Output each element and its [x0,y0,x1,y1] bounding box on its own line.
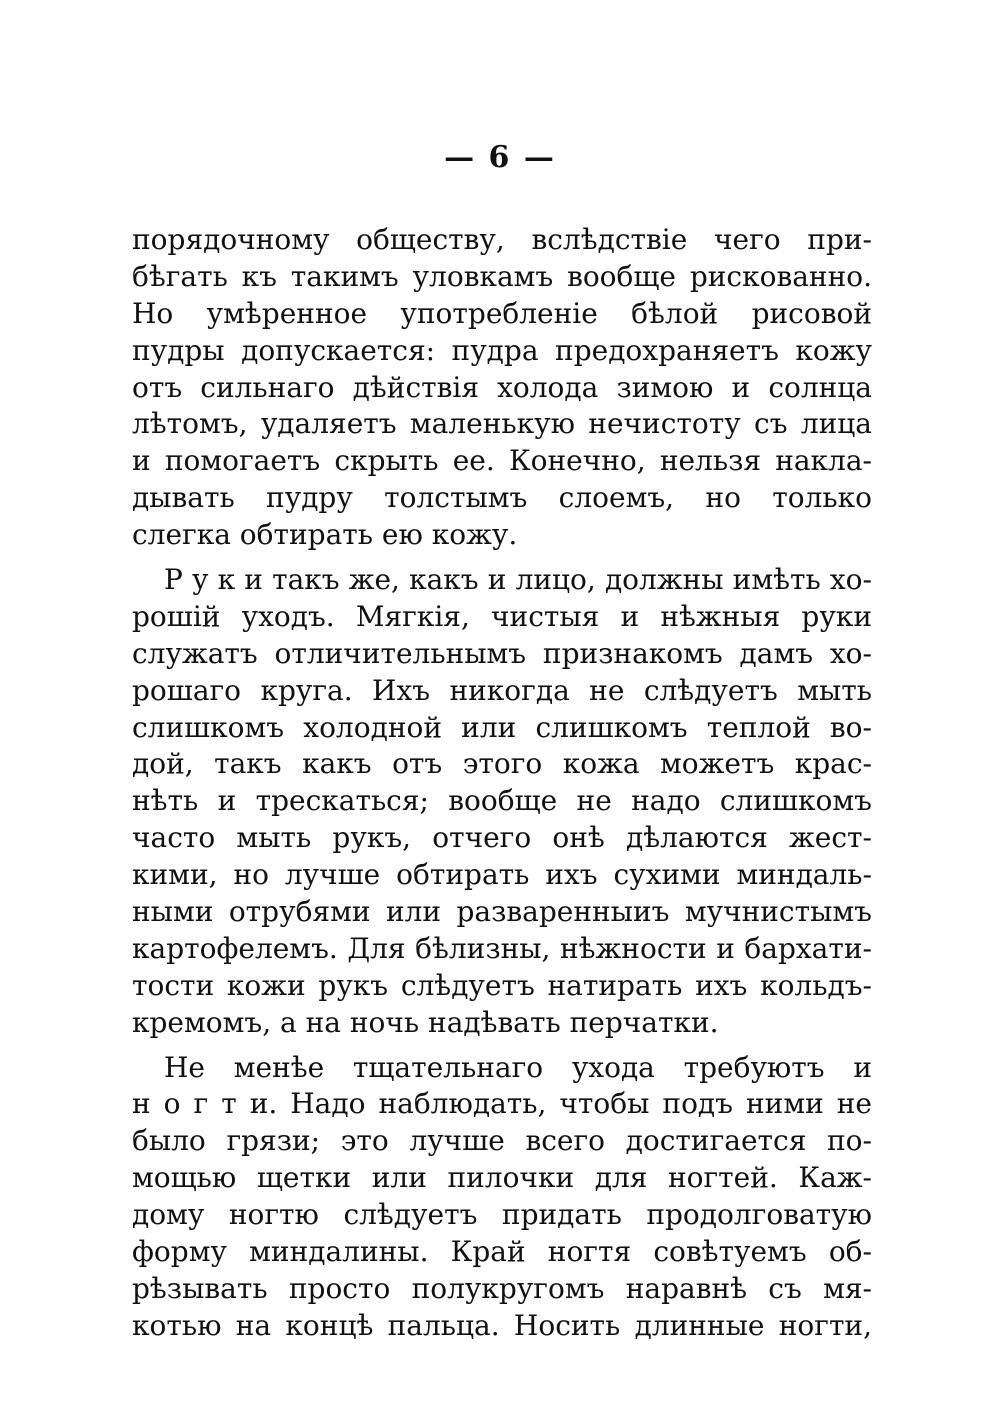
text-line: было грязи; это лучше всего достигается по- [132,1124,872,1158]
page-number: — 6 — [444,140,556,175]
text-line: Р у к и такъ же, какъ и лицо, должны имѣть хо- [164,563,872,597]
paragraph [132,562,872,1042]
text-line: часто мыть рукъ, отчего онѣ дѣлаются жест- [132,821,872,855]
text-line: порядочному обществу, вслѣдствіе чего при- [132,223,872,256]
text-line: ными отрубями или разваренныиъ мучнистымъ [132,895,872,929]
text-line: Но умѣренное употребленіе бѣлой рисовой [132,296,872,330]
text-line: отъ сильнаго дѣйствія холода зимою и солнца [132,370,872,404]
body-text [132,222,872,1345]
text-line: рошаго круга. Ихъ никогда не слѣдуетъ мыть [132,673,872,707]
paragraph [132,222,872,554]
text-line: лѣтомъ, удаляетъ маленькую нечистоту съ лица [132,407,872,441]
paragraph [132,1050,872,1345]
text-line: нѣть и трескаться; вообще не надо слишкомъ [132,784,872,818]
text-line: слишкомъ холодной или слишкомъ теплой во- [132,710,872,744]
text-line: форму миндалины. Край ногтя совѣтуемъ об- [132,1235,872,1269]
text-line: котью на концѣ пальца. Носить длинные ногти, [132,1308,872,1342]
text-line: мощью щетки или пилочки для ногтей. Каж- [132,1161,872,1195]
text-line: служатъ отличительнымъ признакомъ дамъ хо- [132,636,872,670]
text-line: кремомъ, а на ночь надѣвать перчатки. [132,1005,719,1039]
text-line: тости кожи рукъ слѣдуетъ натирать ихъ кольдъ- [132,968,872,1002]
text-line: картофелемъ. Для бѣлизны, нѣжности и бархати- [132,931,872,965]
text-line: Не менѣе тщательнаго ухода требуютъ и [164,1050,872,1084]
text-line: пудры допускается: пудра предохраняетъ кожу [132,333,872,367]
text-line: и помогаетъ скрыть ее. Конечно, нельзя накла- [132,444,872,478]
text-line: рошій уходъ. Мягкія, чистыя и нѣжныя руки [132,599,872,633]
text-line: рѣзывать просто полукругомъ наравнѣ съ мя- [132,1271,872,1305]
text-line: дой, такъ какъ отъ этого кожа можетъ крас- [132,747,872,781]
text-line: кими, но лучше обтирать ихъ сухими миндаль- [132,858,872,892]
text-line: дому ногтю слѣдуетъ придать продолговатую [132,1198,872,1232]
text-line: н о г т и. Надо наблюдать, чтобы подъ ними не [132,1087,872,1121]
text-line: слегка обтирать ею кожу. [132,518,518,552]
text-line: бѣгать къ такимъ уловкамъ вообще рискованно. [132,259,872,293]
text-line: дывать пудру толстымъ слоемъ, но только [132,481,872,515]
